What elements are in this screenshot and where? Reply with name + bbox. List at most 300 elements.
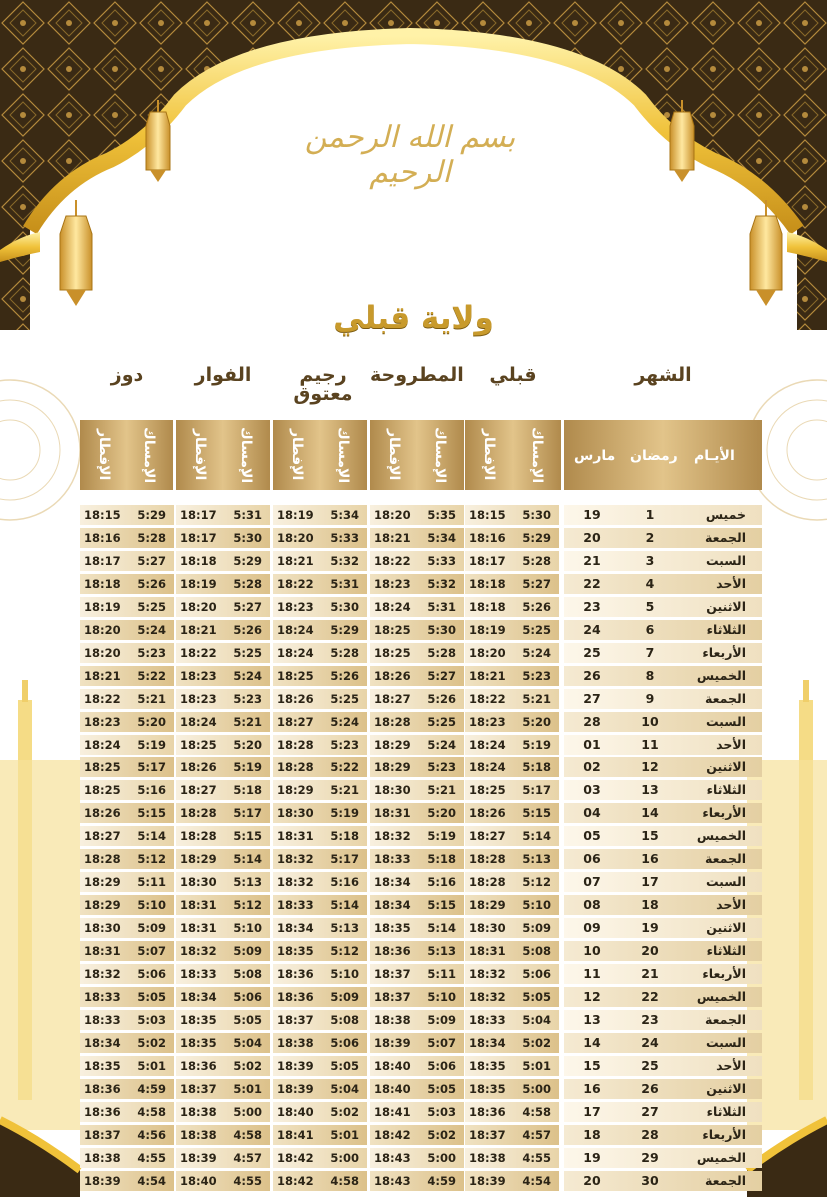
day-name: الأربعاء	[702, 805, 746, 821]
imsak-time: 5:27	[137, 553, 166, 568]
imsak-time: 5:15	[522, 806, 551, 821]
ramadan-day: 28	[641, 1126, 659, 1142]
day-name: الثلاثاء	[706, 782, 746, 798]
imsak-time: 5:29	[233, 553, 262, 568]
imsak-time: 5:06	[330, 1035, 359, 1050]
imsak-time: 5:18	[233, 783, 262, 798]
iftar-time: 18:15	[84, 508, 121, 522]
imsak-time: 5:01	[330, 1127, 359, 1142]
imsak-time: 5:02	[522, 1035, 551, 1050]
imsak-time: 5:15	[427, 898, 456, 913]
day-name: الجمعة	[704, 690, 746, 706]
imsak-time: 5:24	[330, 714, 359, 729]
iftar-time: 18:24	[469, 737, 506, 752]
imsak-time: 4:58	[330, 1173, 359, 1188]
imsak-time: 5:17	[137, 760, 166, 775]
header-city-1: قبلي	[489, 364, 537, 386]
iftar-time: 18:33	[84, 1012, 121, 1027]
day-name: الاثنين	[706, 598, 746, 614]
table-row	[80, 1079, 762, 1099]
iftar-time: 18:29	[469, 898, 506, 913]
table-row	[80, 1010, 762, 1030]
imsak-time: 5:23	[522, 668, 551, 683]
imsak-time: 5:01	[522, 1058, 551, 1073]
march-day: 14	[583, 1034, 601, 1050]
imsak-time: 5:24	[233, 668, 262, 683]
march-day: 12	[583, 988, 601, 1004]
table-row	[80, 1033, 762, 1053]
iftar-time: 18:43	[374, 1150, 411, 1165]
imsak-time: 5:03	[427, 1104, 456, 1119]
imsak-time: 5:29	[137, 508, 166, 522]
imsak-time: 5:04	[233, 1035, 262, 1050]
imsak-time: 5:12	[522, 875, 551, 890]
imsak-time: 5:31	[233, 508, 262, 522]
imsak-time: 5:10	[233, 921, 262, 936]
imsak-time: 5:26	[233, 622, 262, 637]
imsak-time: 5:19	[233, 760, 262, 775]
iftar-time: 18:32	[469, 989, 506, 1004]
iftar-time: 18:33	[84, 989, 121, 1004]
iftar-time: 18:26	[277, 691, 314, 706]
imsak-time: 5:10	[427, 989, 456, 1004]
imsak-time: 5:13	[330, 921, 359, 936]
march-day: 07	[583, 874, 601, 890]
imsak-time: 5:17	[233, 806, 262, 821]
imsak-time: 4:59	[427, 1173, 456, 1188]
iftar-time: 18:43	[374, 1173, 411, 1188]
iftar-time: 18:38	[374, 1012, 411, 1027]
march-day: 01	[583, 736, 601, 752]
iftar-time: 18:39	[277, 1058, 314, 1073]
iftar-time: 18:30	[469, 921, 506, 936]
imsak-time: 5:12	[330, 944, 359, 959]
subheader-days: الأيـام	[694, 448, 735, 464]
imsak-time: 5:29	[522, 530, 551, 545]
table-row	[80, 1102, 762, 1122]
iftar-time: 18:35	[180, 1012, 217, 1027]
march-day: 06	[583, 851, 601, 867]
imsak-time: 5:00	[233, 1104, 262, 1119]
imsak-time: 5:35	[427, 508, 456, 522]
table-row	[80, 757, 762, 777]
table-row	[80, 620, 762, 640]
imsak-time: 5:01	[233, 1081, 262, 1096]
iftar-time: 18:24	[277, 645, 314, 660]
iftar-time: 18:20	[84, 622, 121, 637]
imsak-time: 5:33	[427, 553, 456, 568]
ramadan-day: 1	[645, 507, 655, 522]
iftar-time: 18:31	[277, 829, 314, 844]
iftar-time: 18:28	[277, 760, 314, 775]
iftar-time: 18:18	[469, 576, 506, 591]
day-name: السبت	[705, 713, 746, 729]
imsak-time: 5:13	[427, 944, 456, 959]
imsak-time: 5:06	[427, 1058, 456, 1073]
ramadan-day: 10	[641, 713, 659, 729]
imsak-time: 5:10	[330, 967, 359, 981]
iftar-time: 18:27	[180, 783, 217, 798]
ramadan-day: 20	[641, 943, 659, 959]
imsak-time: 5:16	[330, 875, 359, 890]
iftar-time: 18:25	[84, 783, 121, 798]
iftar-time: 18:31	[180, 898, 217, 913]
ramadan-day: 4	[645, 575, 655, 591]
imsak-time: 5:28	[137, 530, 166, 545]
imsak-time: 4:55	[522, 1150, 551, 1165]
day-name: الخميس	[696, 667, 746, 683]
day-name: الأربعاء	[702, 644, 746, 660]
iftar-time: 18:25	[277, 668, 314, 683]
imsak-time: 5:18	[330, 829, 359, 844]
iftar-time: 18:18	[180, 553, 217, 568]
table-row	[80, 505, 762, 525]
iftar-time: 18:28	[277, 737, 314, 752]
ramadan-day: 13	[641, 782, 659, 798]
ramadan-day: 2	[645, 529, 655, 545]
iftar-time: 18:34	[84, 1035, 121, 1050]
imsak-time: 5:01	[137, 1058, 166, 1073]
march-day: 13	[583, 1011, 601, 1027]
imsak-time: 5:09	[233, 944, 262, 959]
imsak-time: 5:08	[330, 1012, 359, 1027]
table-row	[80, 689, 762, 709]
table-row	[80, 528, 762, 548]
imsak-time: 5:08	[522, 944, 551, 959]
day-name: الاثنين	[706, 759, 746, 775]
iftar-time: 18:31	[84, 944, 121, 959]
iftar-time: 18:39	[469, 1173, 506, 1188]
iftar-time: 18:24	[84, 737, 121, 752]
ramadan-day: 5	[645, 598, 655, 614]
iftar-time: 18:35	[84, 1058, 121, 1073]
iftar-time: 18:17	[180, 508, 217, 522]
imsak-time: 5:15	[137, 806, 166, 821]
table-row	[80, 666, 762, 686]
imsak-time: 5:05	[522, 989, 551, 1004]
imsak-time: 5:25	[522, 622, 551, 637]
imsak-time: 5:23	[427, 760, 456, 775]
subheader-imsak: الإمساك	[529, 426, 545, 484]
march-day: 26	[583, 667, 601, 683]
imsak-time: 5:19	[427, 829, 456, 844]
iftar-time: 18:34	[374, 898, 411, 913]
imsak-time: 5:16	[137, 783, 166, 798]
imsak-time: 5:24	[427, 737, 456, 752]
imsak-time: 5:13	[522, 852, 551, 867]
table-row	[80, 735, 762, 755]
iftar-time: 18:31	[469, 944, 506, 959]
ramadan-day: 24	[641, 1034, 659, 1050]
table-row	[80, 1171, 762, 1191]
iftar-time: 18:38	[469, 1150, 506, 1165]
march-day: 23	[583, 598, 601, 614]
march-day: 10	[583, 943, 601, 959]
subheader-imsak: الإمساك	[432, 426, 448, 484]
imsak-time: 5:30	[427, 622, 456, 637]
table-row	[80, 1125, 762, 1145]
day-name: الخميس	[696, 1149, 746, 1165]
imsak-time: 5:07	[137, 944, 166, 959]
imsak-time: 5:21	[233, 714, 262, 729]
imsak-time: 5:05	[427, 1081, 456, 1096]
day-name: خميس	[705, 507, 746, 522]
imsak-time: 5:02	[427, 1127, 456, 1142]
iftar-time: 18:33	[469, 1012, 506, 1027]
iftar-time: 18:29	[374, 760, 411, 775]
imsak-time: 5:06	[233, 989, 262, 1004]
imsak-time: 4:54	[137, 1173, 166, 1188]
iftar-time: 18:32	[277, 875, 314, 890]
imsak-time: 5:33	[330, 530, 359, 545]
table-row	[80, 987, 762, 1007]
imsak-time: 5:28	[427, 645, 456, 660]
header-city-3: رجيم معتوق	[293, 364, 353, 405]
iftar-time: 18:28	[374, 714, 411, 729]
march-day: 20	[583, 1172, 601, 1188]
imsak-time: 5:10	[522, 898, 551, 913]
imsak-time: 5:00	[522, 1081, 551, 1096]
iftar-time: 18:27	[84, 829, 121, 844]
ramadan-day: 29	[641, 1149, 659, 1165]
iftar-time: 18:41	[277, 1127, 314, 1142]
iftar-time: 18:16	[469, 530, 506, 545]
table-row	[80, 941, 762, 961]
ramadan-day: 14	[641, 805, 659, 821]
iftar-time: 18:21	[469, 668, 506, 683]
iftar-time: 18:33	[374, 852, 411, 867]
ramadan-day: 22	[641, 988, 659, 1004]
ramadan-day: 25	[641, 1057, 659, 1073]
imsak-time: 5:24	[137, 622, 166, 637]
day-name: الأحد	[716, 1057, 746, 1073]
table-row	[80, 574, 762, 594]
imsak-time: 5:21	[137, 691, 166, 706]
iftar-time: 18:19	[277, 508, 314, 522]
table-row	[80, 780, 762, 800]
imsak-time: 5:30	[233, 530, 262, 545]
imsak-time: 5:00	[330, 1150, 359, 1165]
ramadan-day: 26	[641, 1080, 659, 1096]
day-name: الجمعة	[704, 1011, 746, 1027]
iftar-time: 18:37	[469, 1127, 506, 1142]
imsak-time: 5:22	[137, 668, 166, 683]
table-row	[80, 551, 762, 571]
march-day: 25	[583, 644, 601, 660]
iftar-time: 18:22	[84, 691, 121, 706]
subheader-iftar: الإفطار	[289, 429, 305, 481]
iftar-time: 18:21	[180, 622, 217, 637]
left-mosque-decoration	[0, 330, 80, 1130]
iftar-time: 18:25	[180, 737, 217, 752]
day-name: الأربعاء	[702, 966, 746, 981]
table-row	[80, 712, 762, 732]
subheader-march: مارس	[574, 448, 616, 464]
iftar-time: 18:35	[469, 1081, 506, 1096]
imsak-time: 5:10	[137, 898, 166, 913]
iftar-time: 18:17	[84, 553, 121, 568]
iftar-time: 18:24	[469, 760, 506, 775]
march-day: 08	[583, 897, 601, 913]
day-name: الخميس	[696, 828, 746, 844]
imsak-time: 5:09	[137, 921, 166, 936]
iftar-time: 18:18	[469, 599, 506, 614]
ramadan-day: 3	[645, 552, 655, 568]
imsak-time: 5:21	[522, 691, 551, 706]
iftar-time: 18:31	[374, 806, 411, 821]
march-day: 17	[583, 1103, 601, 1119]
iftar-time: 18:25	[469, 783, 506, 798]
imsak-time: 5:22	[330, 760, 359, 775]
iftar-time: 18:32	[374, 829, 411, 844]
ramadan-day: 6	[645, 621, 655, 637]
iftar-time: 18:37	[84, 1127, 121, 1142]
ramadan-day: 18	[641, 897, 659, 913]
day-name: الأحد	[716, 736, 746, 752]
imsak-time: 5:29	[330, 622, 359, 637]
ramadan-day: 9	[645, 690, 655, 706]
iftar-time: 18:20	[469, 645, 506, 660]
iftar-time: 18:28	[180, 829, 217, 844]
imsak-time: 5:09	[522, 921, 551, 936]
iftar-time: 18:35	[469, 1058, 506, 1073]
imsak-time: 5:17	[330, 852, 359, 867]
table-row	[80, 895, 762, 915]
imsak-time: 5:05	[330, 1058, 359, 1073]
iftar-time: 18:42	[277, 1173, 314, 1188]
march-day: 11	[583, 966, 601, 981]
march-day: 22	[583, 575, 601, 591]
imsak-time: 5:25	[427, 714, 456, 729]
imsak-time: 5:30	[330, 599, 359, 614]
iftar-time: 18:28	[84, 852, 121, 867]
iftar-time: 18:32	[84, 967, 121, 981]
subheader-imsak: الإمساك	[335, 426, 351, 484]
imsak-time: 5:26	[427, 691, 456, 706]
iftar-time: 18:20	[277, 530, 314, 545]
iftar-time: 18:19	[84, 599, 121, 614]
imsak-time: 5:00	[427, 1150, 456, 1165]
iftar-time: 18:37	[374, 967, 411, 981]
imsak-time: 4:55	[233, 1173, 262, 1188]
imsak-time: 5:28	[522, 553, 551, 568]
iftar-time: 18:15	[469, 508, 506, 522]
imsak-time: 5:14	[137, 829, 166, 844]
iftar-time: 18:29	[84, 898, 121, 913]
ramadan-day: 8	[645, 667, 655, 683]
day-name: الثلاثاء	[706, 621, 746, 637]
march-day: 02	[583, 759, 601, 775]
iftar-time: 18:38	[84, 1150, 121, 1165]
ramadan-day: 17	[641, 874, 659, 890]
imsak-time: 5:07	[427, 1035, 456, 1050]
header-month: الشهر	[634, 364, 692, 386]
day-name: الاثنين	[706, 1080, 746, 1096]
ramadan-day: 7	[645, 644, 655, 660]
iftar-time: 18:36	[84, 1081, 121, 1096]
table-row	[80, 918, 762, 938]
imsak-time: 5:12	[233, 898, 262, 913]
imsak-time: 4:57	[522, 1127, 551, 1142]
subheader-city-2	[370, 420, 464, 490]
imsak-time: 5:18	[522, 760, 551, 775]
ramadan-day: 16	[641, 851, 659, 867]
imsak-time: 5:05	[233, 1012, 262, 1027]
iftar-time: 18:39	[84, 1173, 121, 1188]
imsak-time: 4:55	[137, 1150, 166, 1165]
imsak-time: 5:24	[522, 645, 551, 660]
day-name: الأحد	[716, 575, 746, 591]
table-row	[80, 849, 762, 869]
imsak-time: 5:27	[522, 576, 551, 591]
lantern-icon	[670, 100, 694, 182]
day-name: الثلاثاء	[706, 943, 746, 959]
iftar-time: 18:38	[180, 1104, 217, 1119]
march-day: 03	[583, 782, 601, 798]
iftar-time: 18:36	[277, 989, 314, 1004]
iftar-time: 18:42	[374, 1127, 411, 1142]
imsak-time: 5:23	[330, 737, 359, 752]
iftar-time: 18:34	[277, 921, 314, 936]
iftar-time: 18:39	[374, 1035, 411, 1050]
imsak-time: 5:14	[427, 921, 456, 936]
day-name: الاثنين	[706, 920, 746, 936]
iftar-time: 18:16	[84, 530, 121, 545]
table-row	[80, 872, 762, 892]
iftar-time: 18:26	[374, 668, 411, 683]
imsak-time: 5:14	[233, 852, 262, 867]
imsak-time: 5:02	[137, 1035, 166, 1050]
basmala-calligraphy: بسم الله الرحمن الرحيم	[304, 120, 516, 190]
imsak-time: 5:04	[522, 1012, 551, 1027]
imsak-time: 5:26	[137, 576, 166, 591]
imsak-time: 5:08	[233, 967, 262, 981]
day-name: السبت	[705, 552, 746, 568]
day-name: الثلاثاء	[706, 1103, 746, 1119]
day-name: الجمعة	[704, 851, 746, 867]
imsak-time: 5:11	[137, 875, 166, 890]
ramadan-day: 23	[641, 1011, 659, 1027]
subheader-iftar: الإفطار	[96, 429, 112, 481]
imsak-time: 4:54	[522, 1173, 551, 1188]
subheader-iftar: الإفطار	[481, 429, 497, 481]
iftar-time: 18:23	[277, 599, 314, 614]
imsak-time: 5:06	[137, 967, 166, 981]
imsak-time: 5:28	[330, 645, 359, 660]
subheader-month	[564, 420, 762, 490]
iftar-time: 18:17	[180, 530, 217, 545]
imsak-time: 5:02	[330, 1104, 359, 1119]
day-name: الجمعة	[704, 1172, 746, 1188]
iftar-time: 18:34	[374, 875, 411, 890]
iftar-time: 18:33	[277, 898, 314, 913]
imsak-time: 5:30	[522, 508, 551, 522]
subheader-iftar: الإفطار	[192, 429, 208, 481]
iftar-time: 18:17	[469, 553, 506, 568]
iftar-time: 18:22	[469, 691, 506, 706]
page-title: ولاية قبلي	[333, 300, 494, 336]
iftar-time: 18:36	[469, 1104, 506, 1119]
table-row	[80, 964, 762, 984]
iftar-time: 18:20	[374, 508, 411, 522]
march-day: 20	[583, 529, 601, 545]
imsak-time: 5:09	[330, 989, 359, 1004]
imsak-time: 5:17	[522, 783, 551, 798]
march-day: 18	[583, 1126, 601, 1142]
iftar-time: 18:22	[277, 576, 314, 591]
iftar-time: 18:23	[180, 691, 217, 706]
ramadan-day: 11	[641, 736, 659, 752]
